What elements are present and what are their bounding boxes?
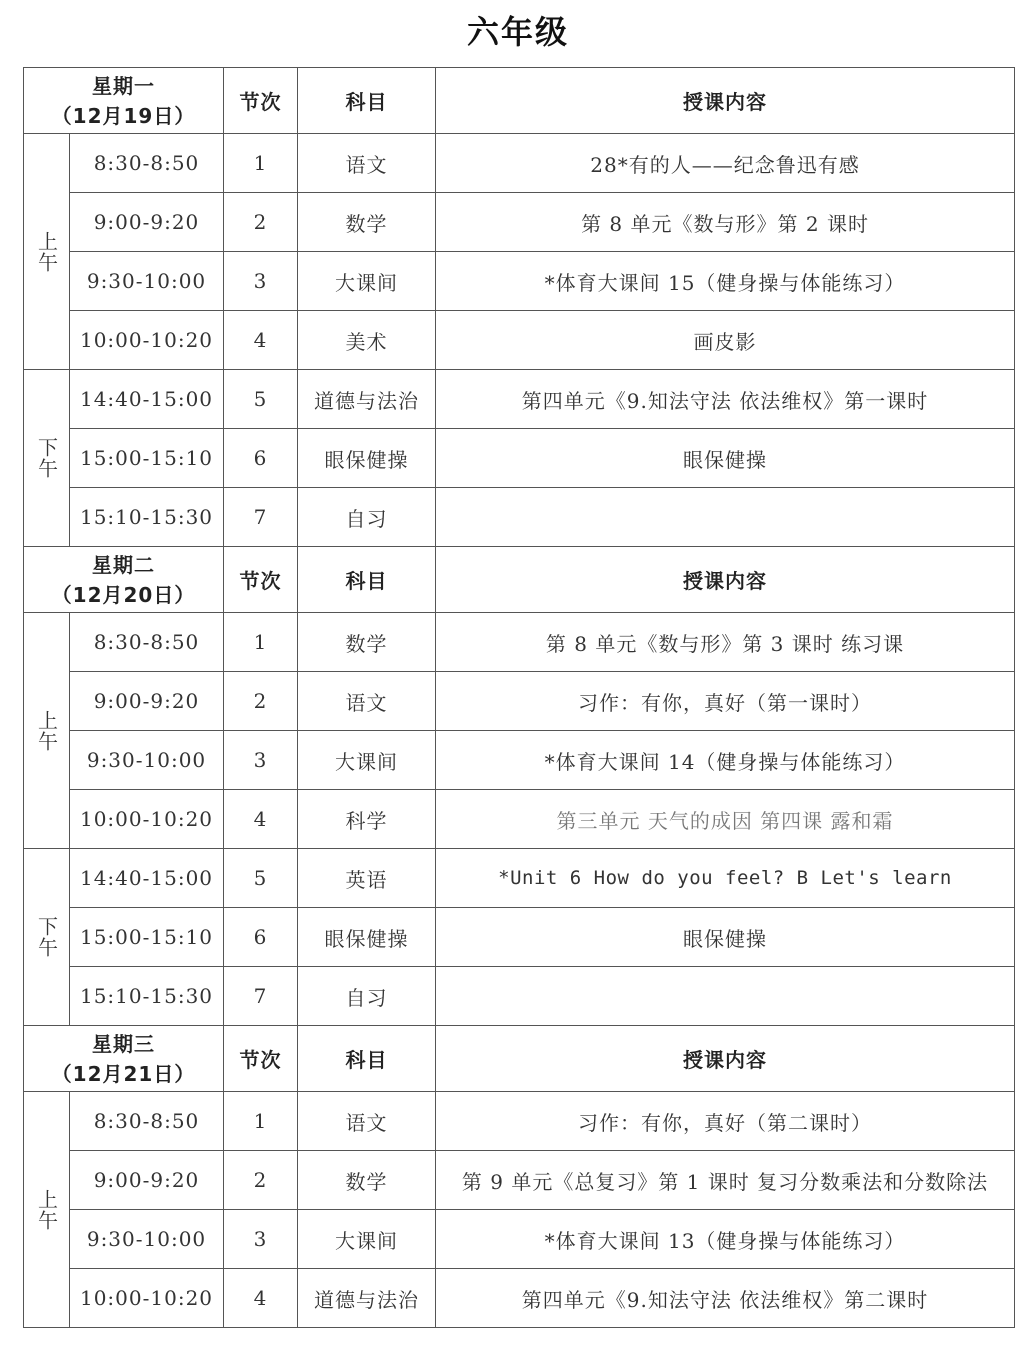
time-of-day-label: 上午 [34,709,59,752]
table-row [24,311,1015,370]
time-cell: 9:30-10:00 [70,1210,224,1269]
subject-cell: 大课间 [298,731,436,790]
lesson-content-cell: 第四单元《9.知法守法 依法维权》第一课时 [436,370,1015,429]
day-date: （12月19日） [51,103,196,128]
time-cell: 9:00-9:20 [70,672,224,731]
time-cell: 15:00-15:10 [70,908,224,967]
time-cell: 9:00-9:20 [70,193,224,252]
time-cell: 15:00-15:10 [70,429,224,488]
period-number-cell: 4 [224,790,298,849]
subject-cell: 大课间 [298,252,436,311]
content-column-header: 授课内容 [436,68,1015,134]
subject-cell: 道德与法治 [298,1269,436,1328]
lesson-content-cell: 第四单元《9.知法守法 依法维权》第二课时 [436,1269,1015,1328]
day-name: 星期二 [92,552,155,577]
time-cell: 15:10-15:30 [70,488,224,547]
subject-cell: 数学 [298,193,436,252]
lesson-content-cell: 眼保健操 [436,908,1015,967]
subject-column-header: 科目 [298,547,436,613]
time-cell: 8:30-8:50 [70,613,224,672]
table-row [24,731,1015,790]
table-row [24,1210,1015,1269]
time-cell: 10:00-10:20 [70,311,224,370]
period-number-cell: 7 [224,967,298,1026]
period-number-cell: 3 [224,252,298,311]
subject-cell: 自习 [298,967,436,1026]
period-number-cell: 6 [224,908,298,967]
lesson-content-cell: 第三单元 天气的成因 第四课 露和霜 [436,790,1015,849]
day-header-cell [24,68,224,134]
table-row [24,370,1015,429]
time-cell: 9:30-10:00 [70,731,224,790]
subject-cell: 自习 [298,488,436,547]
period-number-cell: 1 [224,1092,298,1151]
time-of-day-label: 下午 [34,437,59,479]
subject-cell: 语文 [298,134,436,193]
table-row [24,672,1015,731]
table-row [24,849,1015,908]
period-number-cell: 2 [224,1151,298,1210]
lesson-content-cell: 眼保健操 [436,429,1015,488]
period-column-header: 节次 [224,68,298,134]
subject-cell: 大课间 [298,1210,436,1269]
subject-cell: 数学 [298,613,436,672]
time-of-day-cell [24,134,70,370]
period-number-cell: 5 [224,849,298,908]
lesson-content-cell: 第 9 单元《总复习》第 1 课时 复习分数乘法和分数除法 [436,1151,1015,1210]
page-title: 六年级 [466,13,569,51]
content-column-header: 授课内容 [436,547,1015,613]
period-column-header: 节次 [224,547,298,613]
lesson-content-cell: 习作：有你，真好（第一课时） [436,672,1015,731]
lesson-content-cell: 第 8 单元《数与形》第 2 课时 [436,193,1015,252]
time-of-day-label: 上午 [34,1188,59,1231]
period-number-cell: 3 [224,731,298,790]
time-cell: 9:30-10:00 [70,252,224,311]
time-cell: 8:30-8:50 [70,1092,224,1151]
lesson-content-cell: *Unit 6 How do you feel? B Let's learn [436,849,1015,908]
period-number-cell: 4 [224,311,298,370]
time-of-day-cell [24,849,70,1026]
day-name: 星期一 [92,73,155,98]
subject-cell: 语文 [298,672,436,731]
subject-cell: 科学 [298,790,436,849]
time-of-day-cell [24,613,70,849]
time-cell: 15:10-15:30 [70,967,224,1026]
day-header-row [24,1026,1015,1092]
period-number-cell: 6 [224,429,298,488]
time-cell: 8:30-8:50 [70,134,224,193]
subject-cell: 数学 [298,1151,436,1210]
table-row [24,488,1015,547]
table-row [24,1092,1015,1151]
subject-column-header: 科目 [298,68,436,134]
table-row [24,429,1015,488]
subject-cell: 道德与法治 [298,370,436,429]
subject-cell: 英语 [298,849,436,908]
subject-cell: 语文 [298,1092,436,1151]
period-number-cell: 4 [224,1269,298,1328]
subject-column-header: 科目 [298,1026,436,1092]
lesson-content-cell: *体育大课间 15（健身操与体能练习） [436,252,1015,311]
period-number-cell: 1 [224,613,298,672]
lesson-content-cell: *体育大课间 14（健身操与体能练习） [436,731,1015,790]
lesson-content-cell [436,488,1015,547]
schedule-body [24,68,1015,1328]
table-row [24,613,1015,672]
table-row [24,967,1015,1026]
period-number-cell: 1 [224,134,298,193]
lesson-content-cell: 习作：有你，真好（第二课时） [436,1092,1015,1151]
time-cell: 9:00-9:20 [70,1151,224,1210]
lesson-content-cell [436,967,1015,1026]
schedule-table [23,67,1015,1328]
table-row [24,790,1015,849]
time-cell: 14:40-15:00 [70,849,224,908]
period-number-cell: 3 [224,1210,298,1269]
period-column-header: 节次 [224,1026,298,1092]
table-row [24,1269,1015,1328]
day-date: （12月20日） [51,582,196,607]
table-row [24,193,1015,252]
day-header-row [24,547,1015,613]
table-row [24,252,1015,311]
time-of-day-cell [24,1092,70,1328]
time-of-day-cell [24,370,70,547]
time-of-day-label: 上午 [34,230,59,273]
time-cell: 10:00-10:20 [70,1269,224,1328]
day-date: （12月21日） [51,1061,196,1086]
day-header-row [24,68,1015,134]
time-of-day-label: 下午 [34,916,59,958]
lesson-content-cell: 第 8 单元《数与形》第 3 课时 练习课 [436,613,1015,672]
table-row [24,1151,1015,1210]
subject-cell: 眼保健操 [298,429,436,488]
period-number-cell: 7 [224,488,298,547]
lesson-content-cell: 画皮影 [436,311,1015,370]
lesson-content-cell: *体育大课间 13（健身操与体能练习） [436,1210,1015,1269]
period-number-cell: 2 [224,672,298,731]
table-row [24,908,1015,967]
day-name: 星期三 [92,1031,155,1056]
period-number-cell: 5 [224,370,298,429]
subject-cell: 眼保健操 [298,908,436,967]
table-row [24,134,1015,193]
day-header-cell [24,1026,224,1092]
content-column-header: 授课内容 [436,1026,1015,1092]
time-cell: 10:00-10:20 [70,790,224,849]
period-number-cell: 2 [224,193,298,252]
lesson-content-cell: 28*有的人——纪念鲁迅有感 [436,134,1015,193]
day-header-cell [24,547,224,613]
subject-cell: 美术 [298,311,436,370]
time-cell: 14:40-15:00 [70,370,224,429]
